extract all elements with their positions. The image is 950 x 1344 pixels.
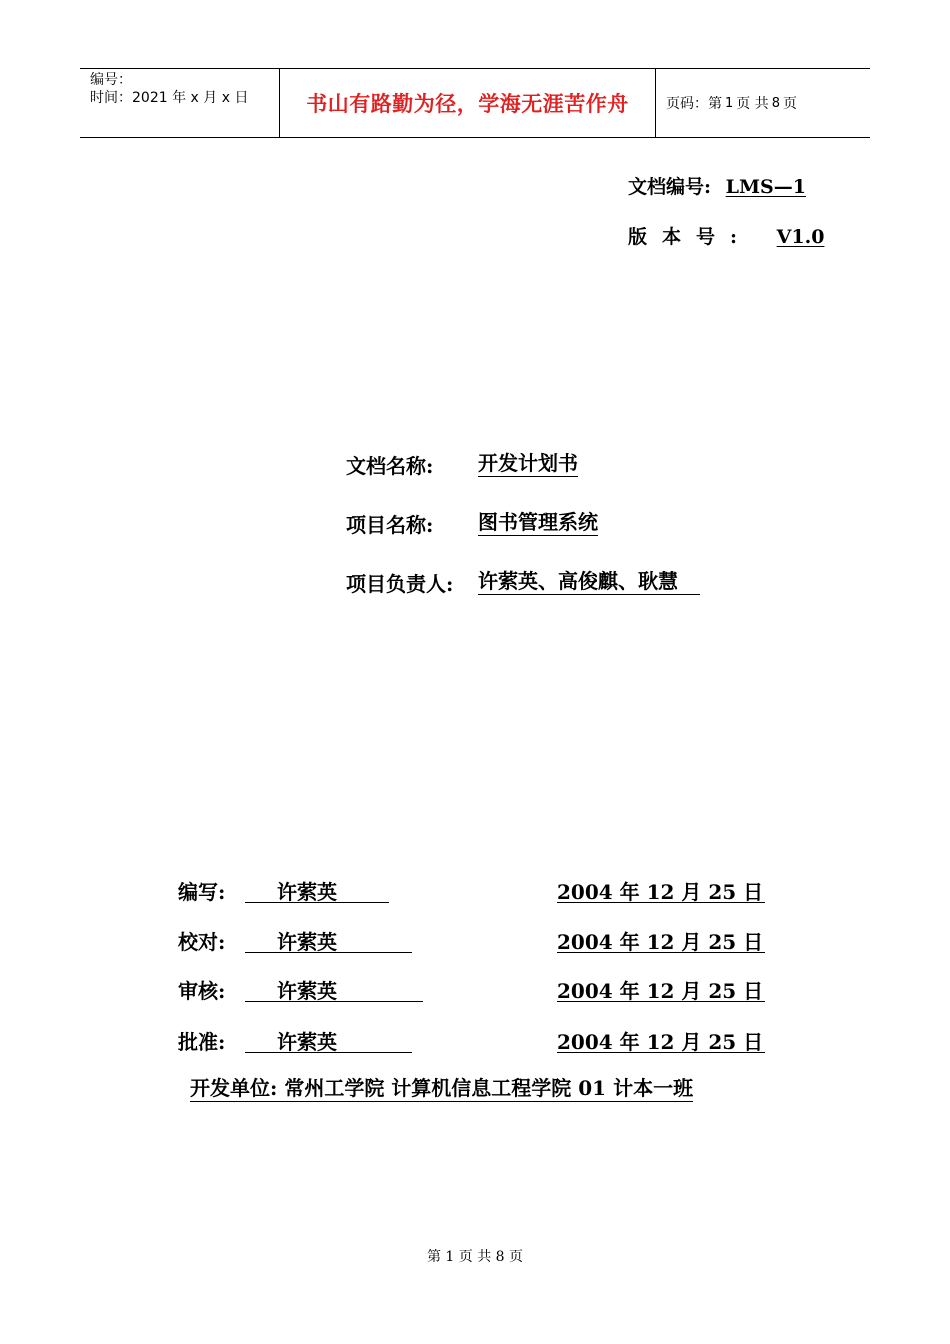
- signoff-row-write: [178, 876, 798, 906]
- page-prefix: 页码：第: [666, 96, 722, 112]
- version-value: V1.0: [776, 226, 825, 248]
- page-middle: 页 共: [736, 96, 769, 112]
- name-underline: [245, 1026, 412, 1053]
- doc-name-row: [346, 450, 578, 479]
- name-underline: [245, 926, 412, 953]
- header-page-info: [656, 69, 870, 137]
- development-unit: 开发单位: 常州工学院 计算机信息工程学院 01 计本一班: [190, 1076, 694, 1100]
- page-footer: 第 1 页 共 8 页: [426, 1249, 524, 1265]
- signoff-date: 2004 年 12 月 25 日: [557, 926, 765, 953]
- project-leader-value: 许萦英、高俊麒、耿慧: [478, 568, 700, 595]
- project-name-value: 图书管理系统: [478, 510, 598, 534]
- signoff-label: 编写:: [178, 880, 226, 904]
- time-label: 时间：2021 年 x 月 x 日: [90, 90, 249, 106]
- doc-name-value: 开发计划书: [478, 451, 578, 475]
- header-left-cell: [80, 69, 280, 137]
- signoff-row-approve: [178, 1026, 798, 1056]
- page-total: 8: [771, 95, 781, 111]
- page-current: 1: [725, 95, 734, 111]
- doc-name-label: 文档名称:: [346, 454, 434, 478]
- signoff-name: 许萦英: [277, 930, 337, 954]
- signoff-row-proofread: [178, 926, 798, 956]
- signoff-name: 许萦英: [277, 1030, 337, 1054]
- doc-number: [628, 172, 806, 199]
- version-label: 版本号:: [628, 226, 753, 248]
- project-name-row: [346, 509, 598, 538]
- version-number: [628, 222, 824, 249]
- signoff-name: 许萦英: [277, 880, 337, 904]
- signoff-label: 批准:: [178, 1030, 226, 1054]
- name-underline: [245, 876, 389, 903]
- page-suffix: 页: [783, 96, 798, 112]
- signoff-name: 许萦英: [277, 979, 337, 1003]
- name-underline: [245, 975, 423, 1002]
- signoff-row-review: [178, 975, 798, 1005]
- signoff-date: 2004 年 12 月 25 日: [557, 975, 765, 1002]
- project-leader-row: [346, 568, 678, 597]
- signoff-date: 2004 年 12 月 25 日: [557, 876, 765, 903]
- signoff-date: 2004 年 12 月 25 日: [557, 1026, 765, 1053]
- page-header: [80, 68, 870, 138]
- signoff-label: 审核:: [178, 979, 226, 1003]
- project-name-label: 项目名称:: [346, 513, 434, 537]
- header-motto: 书山有路勤为径，学海无涯苦作舟: [280, 69, 656, 137]
- project-leader-label: 项目负责人:: [346, 572, 454, 596]
- serial-label: 编号：: [90, 72, 132, 88]
- signoff-label: 校对:: [178, 930, 226, 954]
- doc-number-label: 文档编号:: [628, 176, 712, 198]
- doc-number-value: LMS—1: [725, 176, 806, 198]
